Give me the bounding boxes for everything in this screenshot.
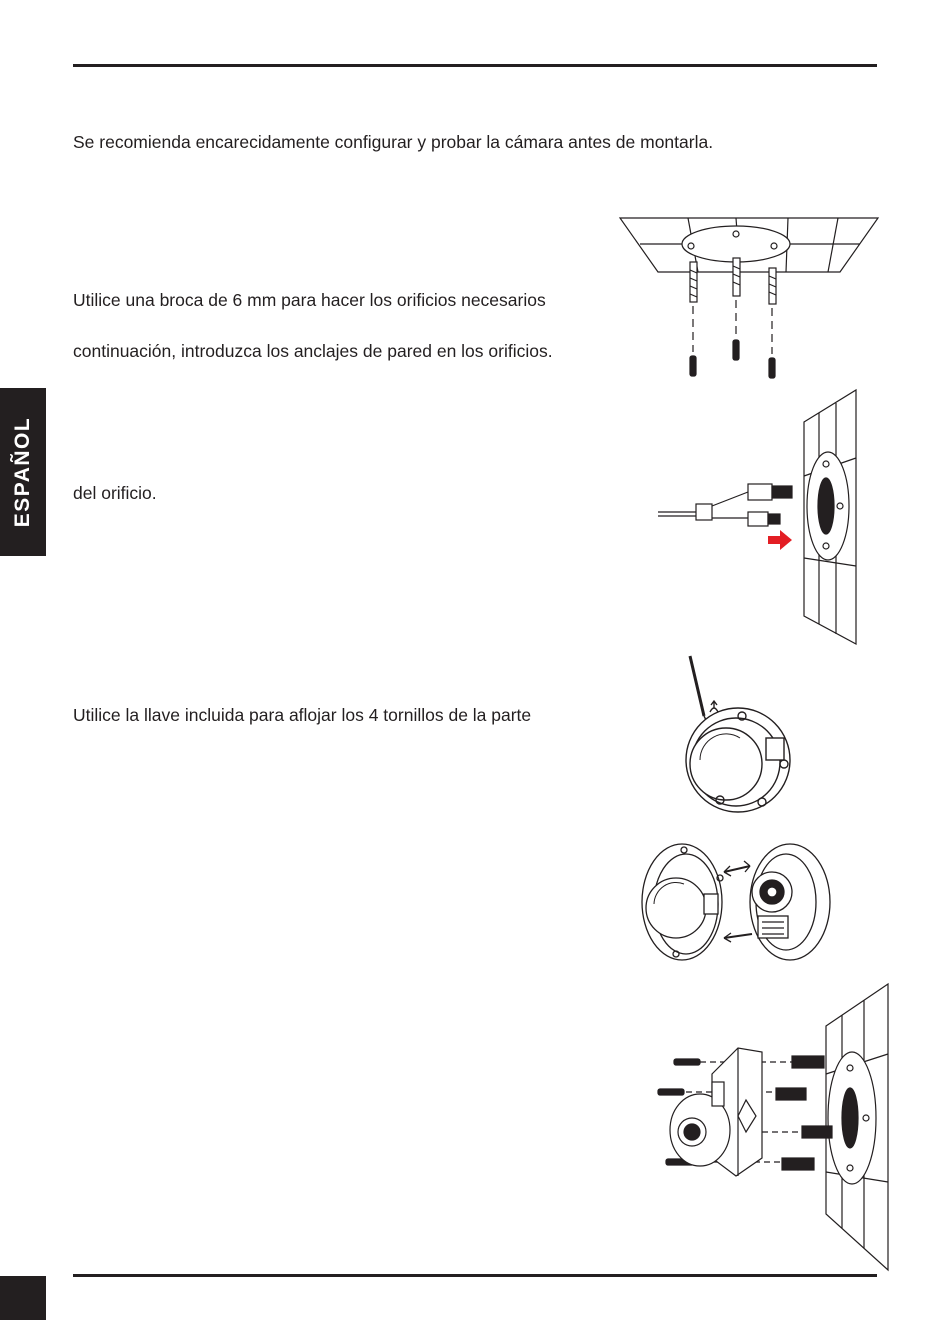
wall-mount-icon — [652, 982, 890, 1274]
language-side-tab — [0, 388, 46, 556]
page-number-block — [0, 1276, 46, 1320]
top-rule — [73, 64, 877, 67]
mounting-template-icon — [618, 214, 880, 386]
wrench-icon — [676, 652, 796, 818]
intro-paragraph: Se recomienda encarecidamente configurar y probar la cámara antes de montarla. — [73, 132, 714, 152]
wrench-paragraph: Utilice la llave incluida para aflojar los 4 tornillos de la parte — [73, 705, 532, 725]
cable-icon — [656, 388, 862, 648]
hole-paragraph: del orificio. — [73, 483, 157, 503]
dome-camera-icon — [640, 838, 836, 964]
bottom-rule — [73, 1274, 877, 1277]
anchors-paragraph: continuación, introduzca los anclajes de pared en los orificios. — [73, 341, 553, 361]
language-label: ESPAÑOL — [11, 416, 34, 528]
drill-paragraph: Utilice una broca de 6 mm para hacer los orificios necesarios — [73, 290, 546, 310]
